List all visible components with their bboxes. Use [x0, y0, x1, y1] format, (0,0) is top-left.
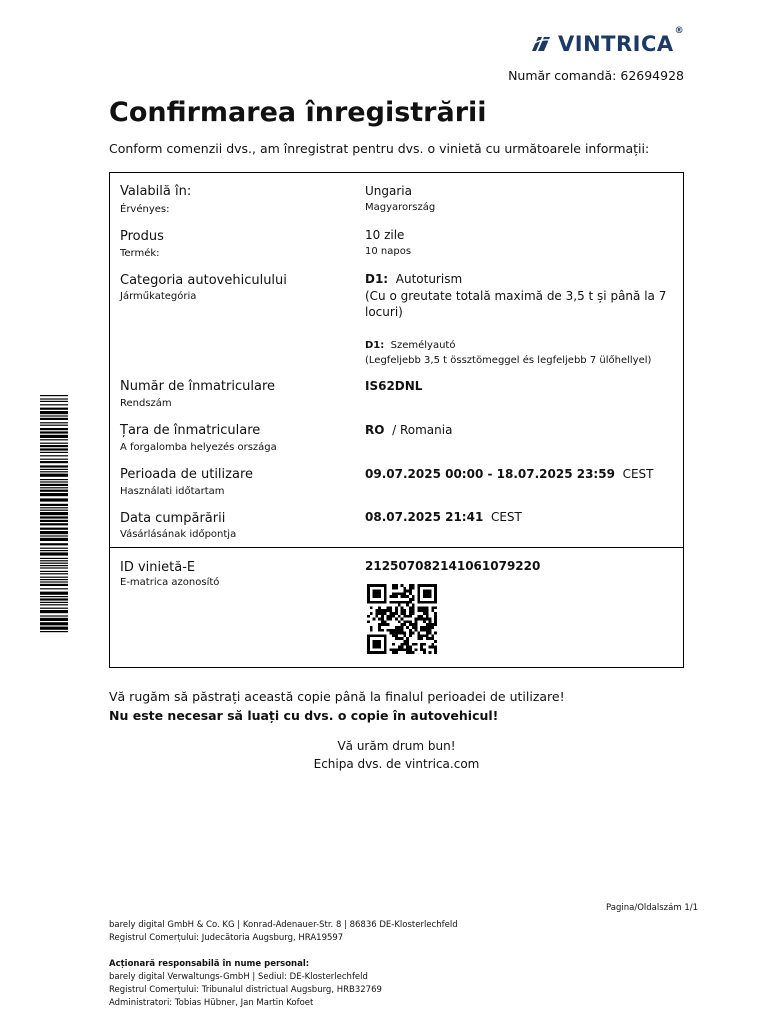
usage-period-value: 09.07.2025 00:00 - 18.07.2025 23:59 CEST	[365, 467, 654, 481]
purchase-date-value: 08.07.2025 21:41 CEST	[365, 510, 522, 524]
usage-period-label: Perioada de utilizare	[120, 467, 254, 482]
usage-period-sublabel: Használati időtartam	[120, 486, 225, 497]
vehicle-category-hu-desc: (Legfeljebb 3,5 t össztömeggel és legfeljebb 7 ülőhellyel)	[365, 355, 652, 366]
order-number-value: 62694928	[620, 68, 684, 83]
section-divider	[110, 547, 683, 548]
footer-rep-line-3: Administratori: Tobias Hübner, Jan Martin Kofoet	[109, 998, 314, 1008]
valid-in-sublabel: Érvényes:	[120, 204, 170, 215]
footer-company: barely digital GmbH & Co. KG | Konrad-Adenauer-Str. 8 | 86836 DE-Klosterlechfeld	[109, 920, 458, 930]
vignette-id-sublabel: E-matrica azonosító	[120, 577, 220, 588]
product-sublabel: Termék:	[120, 248, 160, 259]
team-signature: Echipa dvs. de vintrica.com	[313, 757, 480, 771]
vehicle-category-ro-desc-2: locuri)	[365, 305, 403, 319]
product-label: Produs	[120, 229, 164, 244]
vehicle-category-ro: D1: Autoturism	[365, 272, 463, 286]
footer-rep-line-2: Registrul Comerțului: Tribunalul districtual Augsburg, HRB32769	[109, 985, 382, 995]
valid-in-value: Ungaria	[365, 184, 412, 198]
vehicle-category-label: Categoria autovehiculului	[120, 273, 287, 288]
plate-number-label: Număr de înmatriculare	[120, 379, 276, 394]
footer-rep-line-1: barely digital Verwaltungs-GmbH | Sediul: DE-Klosterlechfeld	[109, 972, 368, 982]
product-subvalue: 10 napos	[365, 246, 412, 257]
intro-text: Conform comenzii dvs., am înregistrat pentru dvs. o vinietă cu următoarele informații:	[109, 141, 650, 156]
vintrica-logo-icon	[530, 35, 552, 53]
registration-country-sublabel: A forgalomba helyezés országa	[120, 442, 277, 453]
vignette-id-value: 212507082141061079220	[365, 559, 541, 573]
page-title: Confirmarea înregistrării	[109, 97, 487, 128]
farewell-text: Vă urăm drum bun!	[337, 739, 456, 753]
vehicle-category-hu: D1: Személyautó	[365, 340, 456, 351]
vignette-id-label: ID vinietă-E	[120, 560, 196, 575]
vehicle-category-ro-desc-1: (Cu o greutate totală maximă de 3,5 t și până la 7	[365, 289, 667, 303]
brand-logo	[530, 26, 685, 58]
valid-in-subvalue: Magyarország	[365, 202, 436, 213]
plate-number-value: IS62DNL	[365, 379, 423, 393]
registration-country-label: Țara de înmatriculare	[120, 423, 261, 438]
vignette-details-box	[109, 172, 684, 668]
order-number-label: Număr comandă:	[508, 68, 617, 83]
qr-code	[365, 584, 439, 654]
purchase-date-sublabel: Vásárlásának időpontja	[120, 529, 237, 540]
purchase-date-label: Data cumpărării	[120, 511, 226, 526]
keep-copy-note: Vă rugăm să păstrați această copie până la finalul perioadei de utilizare!	[109, 689, 565, 704]
registration-country-value: RO / Romania	[365, 423, 453, 437]
barcode	[40, 395, 68, 637]
plate-number-sublabel: Rendszám	[120, 398, 172, 409]
footer-rep-title: Acționară responsabilă în nume personal:	[109, 959, 310, 969]
vehicle-category-sublabel: Járműkategória	[120, 291, 197, 302]
valid-in-label: Valabilă în:	[120, 184, 192, 199]
product-value: 10 zile	[365, 228, 405, 242]
order-number	[508, 68, 684, 83]
footer-registry: Registrul Comerțului: Judecătoria Augsburg, HRA19597	[109, 933, 344, 943]
no-copy-needed-note: Nu este necesar să luați cu dvs. o copie în autovehicul!	[109, 708, 499, 723]
page-number: Pagina/Oldalszám 1/1	[606, 903, 698, 913]
brand-name: VINTRICA®	[558, 26, 685, 56]
